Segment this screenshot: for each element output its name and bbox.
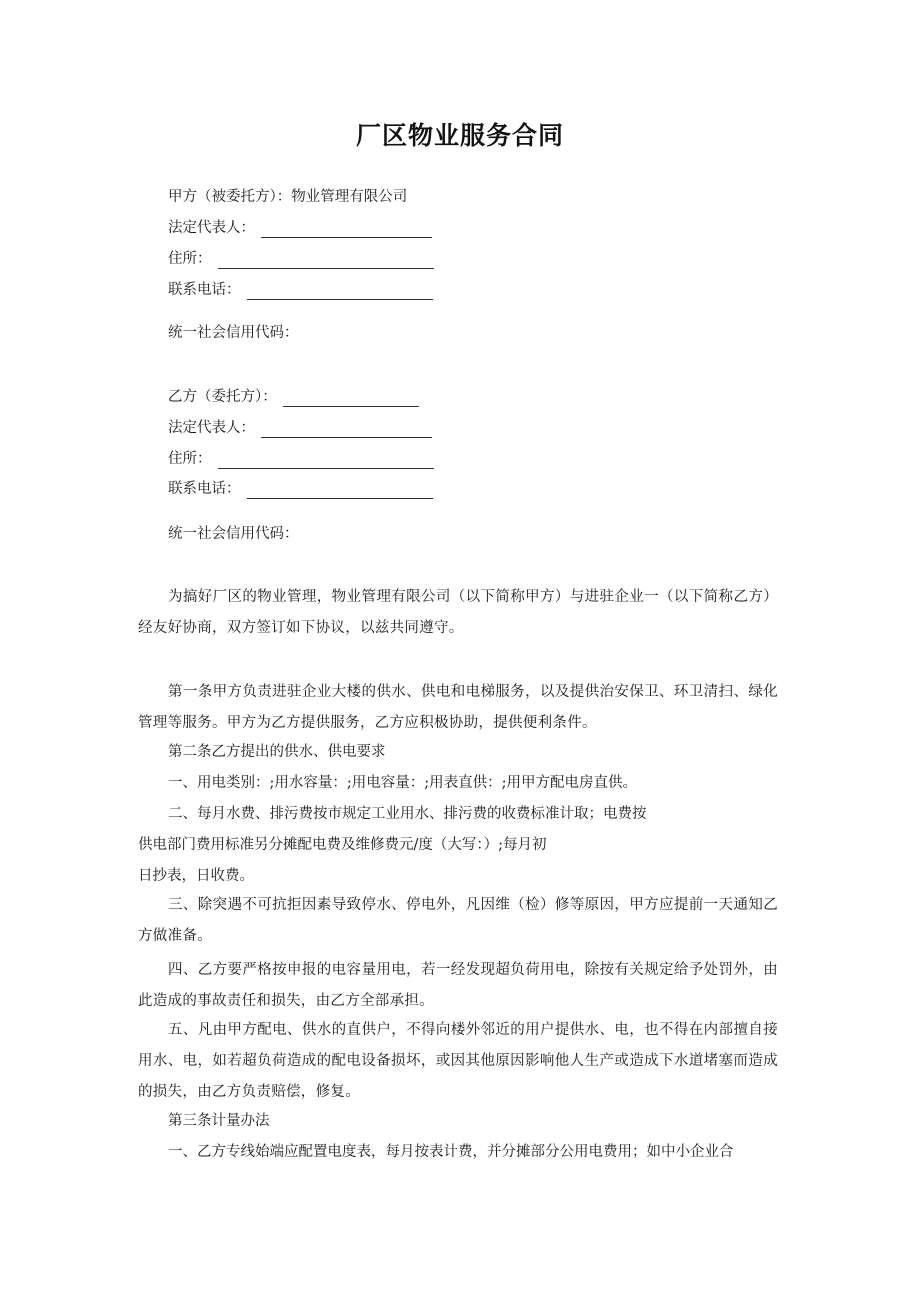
- party-b-phone-label: 联系电话：: [168, 481, 241, 497]
- article-3-title: 第三条计量办法: [168, 1113, 270, 1129]
- party-a-address-blank: [218, 254, 434, 269]
- article-2-item-3: 三、除突遇不可抗拒因素导致停水、停电外，凡因维（检）修等原因，甲方应提前一天通知乙方做准备。: [138, 897, 778, 944]
- article-2-item-5: 五、凡由甲方配电、供水的直供户，不得向楼外邻近的用户提供水、电，也不得在内部擅自接用水、电，如若超负荷造成的配电设备损坏，或因其他原因影响他人生产或造成下水道堵塞而造成的损失，由乙方负责赔偿，修复。: [138, 1022, 778, 1100]
- party-a-phone-label: 联系电话：: [168, 282, 241, 298]
- party-a-heading: 甲方（被委托方）：物业管理有限公司: [168, 189, 408, 205]
- party-b-legal-rep: [168, 418, 432, 438]
- party-b-address-blank: [218, 454, 434, 469]
- article-2-item-4: 四、乙方要严格按申报的电容量用电，若一经发现超负荷用电，除按有关规定给予处罚外，由此造成的事故责任和损失，由乙方全部承担。: [138, 962, 778, 1009]
- party-a-address-label: 住所：: [168, 251, 212, 267]
- party-b-legal-rep-blank: [261, 423, 432, 438]
- party-b-heading: [168, 387, 419, 407]
- party-b-phone-blank: [247, 484, 433, 499]
- page-title: 厂区物业服务合同: [355, 121, 564, 150]
- party-a-credit-code-label: 统一社会信用代码：: [168, 325, 299, 341]
- party-a-legal-rep-label: 法定代表人：: [168, 220, 255, 236]
- party-b-phone: [168, 479, 433, 499]
- article-2-item-2-line-1: 二、每月水费、排污费按市规定工业用水、排污费的收费标准计取；电费按: [168, 806, 647, 822]
- party-b-address: [168, 449, 434, 469]
- article-2-item-2-line-3: 日抄表，日收费。: [138, 868, 254, 884]
- party-a-legal-rep: [168, 218, 432, 238]
- article-1-paragraph: 第一条甲方负责进驻企业大楼的供水、供电和电梯服务，以及提供治安保卫、环卫清扫、绿化管理等服务。甲方为乙方提供服务，乙方应积极协助，提供便利条件。: [138, 684, 778, 731]
- party-a-address: [168, 249, 434, 269]
- intro-paragraph: 为搞好厂区的物业管理，物业管理有限公司（以下简称甲方）与进驻企业一（以下简称乙方）经友好协商，双方签订如下协议，以兹共同遵守。: [138, 589, 778, 636]
- party-b-address-label: 住所：: [168, 451, 212, 467]
- article-2-title: 第二条乙方提出的供水、供电要求: [168, 744, 386, 760]
- party-b-name-blank: [283, 392, 419, 407]
- party-a-phone-blank: [247, 285, 433, 300]
- party-b-credit-code-label: 统一社会信用代码：: [168, 526, 299, 542]
- article-2-item-2-line-2: 供电部门费用标准另分摊配电费及维修费元/度（大写：）;每月初: [138, 837, 547, 853]
- party-a-legal-rep-blank: [261, 223, 432, 238]
- article-3-item-1: 一、乙方专线始端应配置电度表，每月按表计费，并分摊部分公用电费用；如中小企业合: [168, 1144, 734, 1160]
- party-b-heading-label: 乙方（委托方）：: [168, 389, 277, 405]
- article-2-item-1: 一、用电类别：;用水容量：;用电容量：;用表直供：;用甲方配电房直供。: [168, 775, 638, 791]
- party-b-legal-rep-label: 法定代表人：: [168, 420, 255, 436]
- party-a-phone: [168, 280, 433, 300]
